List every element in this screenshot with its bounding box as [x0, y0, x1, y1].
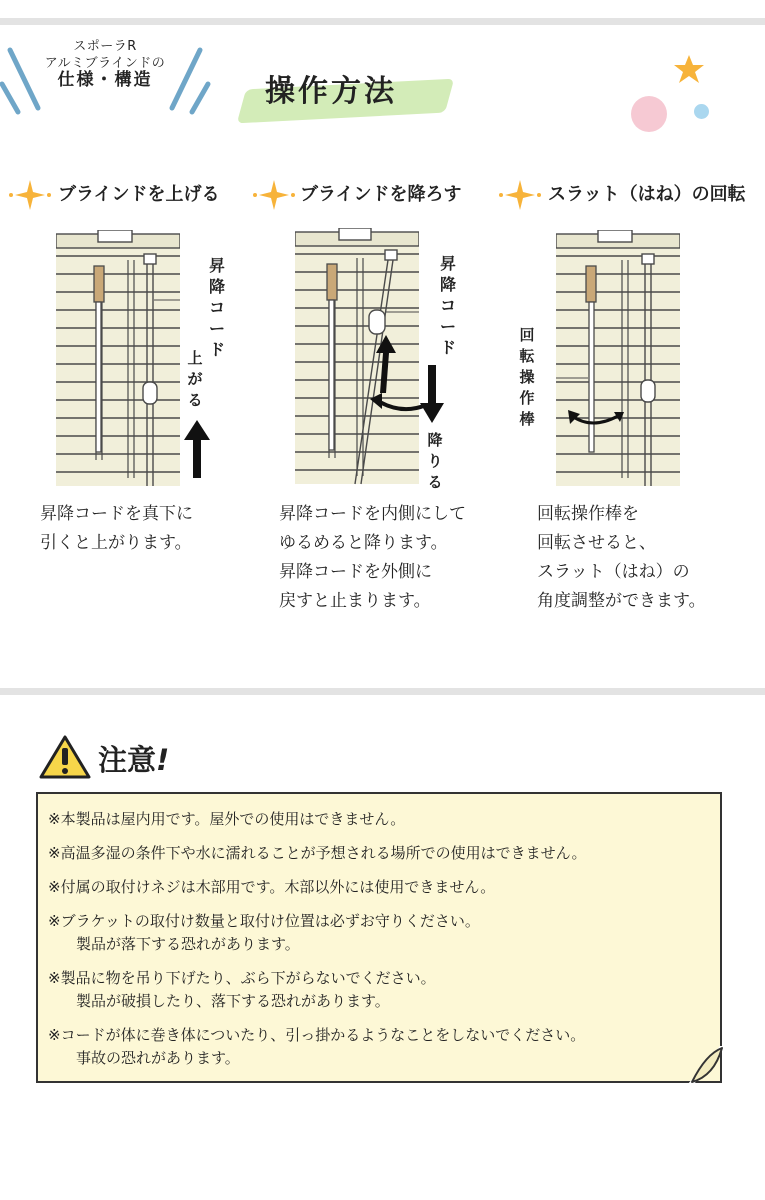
step2-title: ブラインドを降ろす	[300, 184, 462, 205]
page-curl-icon	[688, 1046, 728, 1088]
sparkle-icon	[8, 178, 52, 212]
brand-label	[20, 38, 190, 89]
caution-notes-list	[48, 808, 586, 1070]
step2-caption	[279, 500, 466, 616]
step1-title: ブラインドを上げる	[58, 184, 220, 205]
step1-caption	[40, 500, 193, 558]
caution-note-box	[36, 792, 722, 1083]
arrow-up-icon	[184, 420, 210, 478]
note-item	[48, 1024, 586, 1070]
top-divider	[0, 18, 765, 25]
note-item	[48, 910, 586, 956]
warning-title	[98, 738, 169, 779]
star-icon	[673, 54, 705, 84]
cord-label-2: 昇 降 コ ー ド	[439, 254, 456, 357]
note-text: 製品が破損したり、落下する恐れがあります。	[76, 992, 390, 1010]
caption-line: 昇降コードを外側に	[279, 562, 432, 582]
exclamation-mark: !	[156, 743, 170, 777]
note-item	[48, 842, 586, 865]
note-item	[48, 967, 586, 1013]
brand-line1: スポーラR	[73, 39, 137, 54]
rod-label: 回 転 操 作 棒	[519, 326, 535, 428]
section-title	[243, 62, 453, 122]
note-text: ※本製品は屋内用です。屋外での使用はできません。	[48, 810, 406, 828]
sparkle-icon	[252, 178, 296, 212]
note-text: ※高温多湿の条件下や水に濡れることが予想される場所での使用はできません。	[48, 844, 587, 862]
caption-line: 戻すと止まります。	[279, 591, 431, 611]
caption-line: 回転操作棒を	[537, 504, 639, 524]
section-title-text: 操作方法	[265, 74, 397, 109]
step3-caption	[537, 500, 706, 616]
caption-line: 回転させると、	[537, 533, 656, 553]
warning-icon	[38, 734, 92, 780]
note-item	[48, 876, 586, 899]
note-text: 製品が落下する恐れがあります。	[76, 935, 300, 953]
section-divider	[0, 688, 765, 695]
note-item	[48, 808, 586, 831]
caption-line: 角度調整ができます。	[537, 591, 706, 611]
brand-line3: 仕様・構造	[57, 70, 153, 90]
caption-line: ゆるめると降ります。	[279, 533, 448, 553]
step3-title: スラット（はね）の回転	[548, 184, 746, 205]
note-text: ※コードが体に巻き体についたり、引っ掛かるようなことをしないでください。	[48, 1026, 586, 1044]
caption-line: 昇降コードを内側にして	[279, 504, 466, 524]
note-text: ※ブラケットの取付け数量と取付け位置は必ずお守りください。	[48, 912, 480, 930]
note-text: ※付属の取付けネジは木部用です。木部以外には使用できません。	[48, 878, 496, 896]
deco-dot-pink	[631, 96, 667, 132]
blind-tilt-illustration	[556, 230, 680, 488]
blind-raise-illustration	[56, 230, 180, 488]
deco-dot-blue	[694, 104, 709, 119]
brand-line2: アルミブラインドの	[44, 56, 166, 71]
note-text: ※製品に物を吊り下げたり、ぶら下がらないでください。	[48, 969, 436, 987]
motion-label-up: 上 が る	[187, 349, 203, 409]
caption-line: 引くと上がります。	[40, 533, 192, 553]
motion-label-down: 降 り る	[427, 431, 443, 491]
sparkle-icon	[498, 178, 542, 212]
note-text: 事故の恐れがあります。	[76, 1049, 240, 1067]
caption-line: スラット（はね）の	[537, 562, 690, 582]
cord-label-1: 昇 降 コ ー ド	[208, 256, 225, 359]
caption-line: 昇降コードを真下に	[40, 504, 193, 524]
warning-title-text: 注意	[98, 743, 157, 777]
